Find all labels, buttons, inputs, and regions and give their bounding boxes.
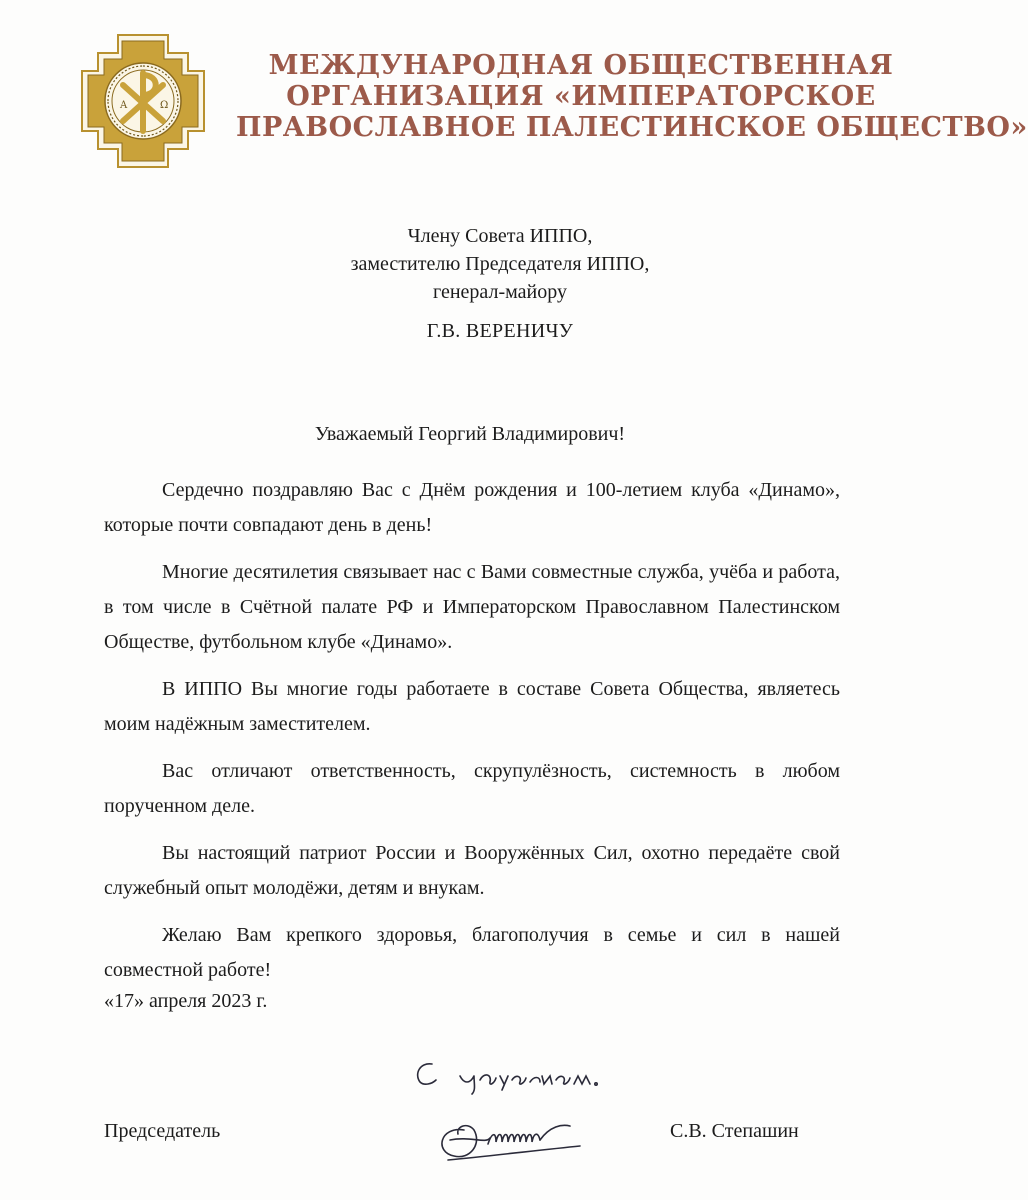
organization-title-line-3: ПРАВОСЛАВНОЕ ПАЛЕСТИНСКОЕ ОБЩЕСТВО» [236,112,1028,143]
svg-text:Ω: Ω [160,100,169,111]
organization-title [236,50,1028,143]
letter-paragraph-6: Желаю Вам крепкого здоровья, благополучия в семье и сил в нашей совместной работе! [104,924,840,981]
addressee-block [240,222,760,306]
handwritten-respect-note [410,1050,640,1100]
addressee-line-1: Члену Совета ИППО, [407,225,593,247]
signer-position: Председатель [104,1120,221,1142]
letter-date: «17» апреля 2023 г. [104,990,268,1012]
signer-name: С.В. Степашин [670,1120,799,1142]
handwritten-signature [430,1100,600,1170]
letter-paragraph-2: Многие десятилетия связывает нас с Вами совместные служба, учёба и работа, в том числе в Счётной палате РФ и Императорском Православном Палестинском Обществе, футбольном клубе «Динамо». [104,561,840,653]
addressee-line-3: генерал-майору [433,281,567,303]
addressee-name: Г.В. ВЕРЕНИЧУ [426,320,574,342]
letter-paragraph-3: В ИППО Вы многие годы работаете в составе Совета Общества, являетесь моим надёжным заместителем. [104,678,840,735]
organization-title-line-2: ОРГАНИЗАЦИЯ «ИМПЕРАТОРСКОЕ [286,81,876,112]
organization-title-line-1: МЕЖДУНАРОДНАЯ ОБЩЕСТВЕННАЯ [268,50,894,81]
society-emblem-logo [80,33,206,169]
letter-paragraph-1: Сердечно поздравляю Вас с Днём рождения и 100-летием клуба «Динамо», которые почти совпадают день в день! [104,479,840,536]
letter-paragraph-5: Вы настоящий патриот России и Вооружённых Сил, охотно передаёте свой служебный опыт молодёжи, детям и внукам. [104,842,840,899]
svg-text:A: A [120,100,128,111]
letter-body [104,473,840,1000]
letter-greeting: Уважаемый Георгий Владимирович! [314,423,626,445]
letter-paragraph-4: Вас отличают ответственность, скрупулёзность, системность в любом порученном деле. [104,760,840,817]
addressee-line-2: заместителю Председателя ИППО, [350,253,650,275]
